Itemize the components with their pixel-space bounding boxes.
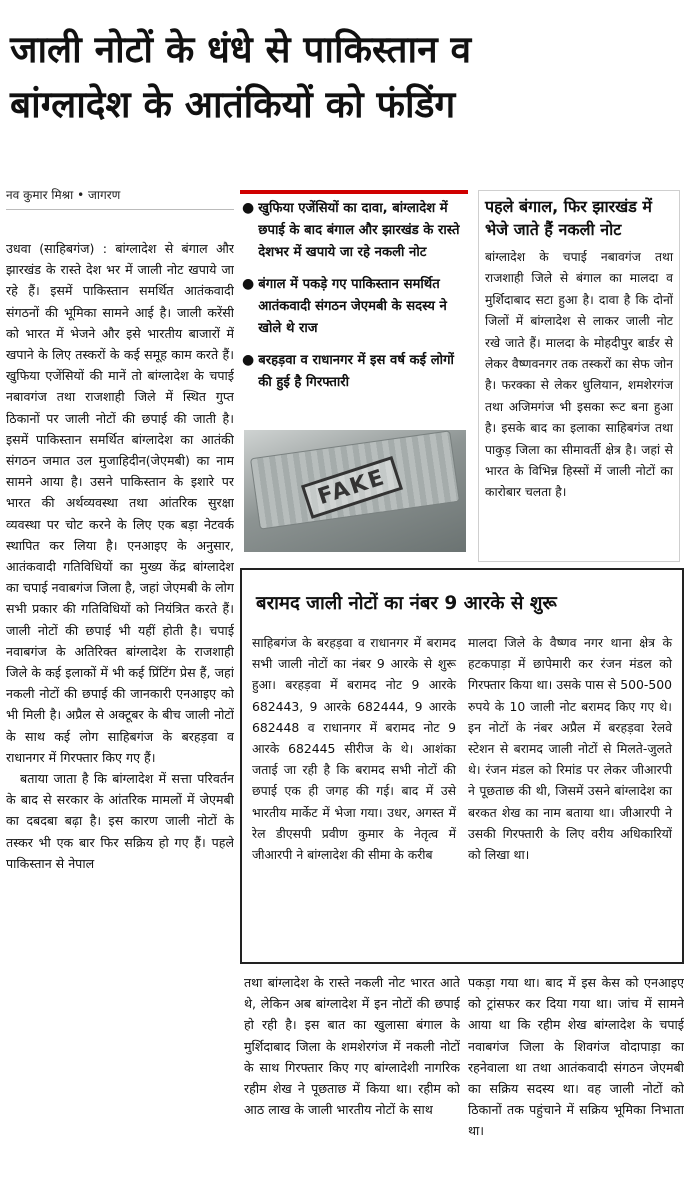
- sidebar-box: [478, 190, 680, 562]
- byline: नव कुमार मिश्रा • जागरण: [6, 186, 234, 210]
- highlights-box: [240, 190, 468, 556]
- article-column-2: तथा बांग्लादेश के रास्ते नकली नोट भारत आते थे, लेकिन अब बांग्लादेश में इन नोटों की छपाई हो रही है। इस बात का खुलासा बंगाल के मुर्शिदाबाद जिला के शमशेरगंज में नकली नोटों के साथ गिरफ्तार किए गए बांग्लादेशी नागरिक रहीम शेख ने पूछताछ में किया था। रहीम को आठ लाख के जाली भारतीय नोटों के साथ: [244, 975, 460, 1118]
- highlight-item: [242, 350, 466, 394]
- headline-line-2: बांग्लादेश के आतंकियों को फंडिंग: [10, 83, 456, 126]
- sidebar-box-body: बांग्लादेश के चपाई नबावगंज तथा राजशाही जिले से बंगाल का मालदा व मुर्शिदाबाद सटा हुआ है। दावा है कि दोनों जिलों में बांग्लादेश से लाकर जाली नोट रखे जाते हैं। मालदा के मोहदीपुर बार्डर से लेकर वैष्णवनगर तक तस्करों का सेफ जोन है। फरक्का से लेकर धुलियान, शमशेरगंज तथा अजिमगंज भी इसका रूट बना हुआ है। इसके बाद का इलाका साहिबगंज तथा पाकुड़ जिला का सीमावर्ती क्षेत्र है। जहां से भारत के विभिन्न हिस्सों में जाली नोटों का कारोबार चलता है।: [485, 250, 673, 500]
- highlight-text: बंगाल में पकड़े गए पाकिस्तान समर्थित आतंकवादी संगठन जेएमबी के सदस्य ने खोले थे राज: [258, 277, 447, 336]
- headline-line-1: जाली नोटों के धंधे से पाकिस्तान व: [10, 28, 472, 71]
- recovered-notes-title: बरामद जाली नोटों का नंबर 9 आरके से शुरू: [256, 593, 557, 614]
- bullet-icon: ●: [242, 200, 255, 216]
- highlight-item: [242, 198, 466, 264]
- article-paragraph: बताया जाता है कि बांग्लादेश में सत्ता परिवर्तन के बाद से सरकार के आंतरिक मामलों में जेएमबी का दबदबा बढ़ा है। इस कारण जाली नोटों के तस्कर भी एक बार फिर सक्रिय हो गए हैं। पहले पाकिस्तान से नेपाल: [6, 771, 234, 871]
- bullet-icon: ●: [242, 352, 255, 368]
- sidebar-box-title: पहले बंगाल, फिर झारखंड में भेजे जाते हैं नकली नोट: [485, 197, 652, 239]
- article-paragraph: उधवा (साहिबगंज) : बांग्लादेश से बंगाल और झारखंड के रास्ते देश भर में जाली नोट खपाये जा रहे हैं। इसमें पाकिस्तान समर्थित आतंकवादी संगठनों की भूमिका सामने आई है। जाली करेंसी को भारत में भेजने और इसे भारतीय बाजारों में खपाने के लिए तस्करों के कई समूह काम करते हैं। खुफिया एजेंसियों की मानें तो बांग्लादेश के चपाई नबावगंज तथा राजशाही जिले में स्थित गुप्त ठिकानों पर जाली नोटों की छपाई की जाती है। इसमें पाकिस्तान समर्थित बांग्लादेश का आतंकी संगठन जमात उल मुजाहिदीन(जेएमबी) का नाम सामने आया है। उसने पाकिस्तान के इशारे पर भारत की अर्थव्यवस्था तथा आंतरिक सुरक्षा व्यवस्था पर चोट करने के लिए एक बड़ा नेटवर्क स्थापित कर लिया है। एनआइए के अनुसार, आतंकवादी गतिविधियों का मुख्य केंद्र बांग्लादेश का चपाई नवाबगंज जिला है, जहां जेएमबी के लोग सभी प्रकार की गतिविधियों को नियंत्रित करते हैं। जाली नोटों की छपाई भी यहीं होती है। चपाई नवाबगंज के अतिरिक्त बांग्लादेश के राजशाही जिले के कई इलाकों में भी कई प्रिंटिंग प्रेस हैं, जहां नकली नोटों की छपाई की जानकारी एनआइए को भी मिली है। अप्रैल से अक्टूबर के बीच जाली नोटों के साथ कई लोग साहिबगंज के बरहड़वा व राधानगर में गिरफ्तार किए गए हैं।: [6, 241, 234, 765]
- fake-note-image: [244, 430, 466, 552]
- headline: [10, 22, 680, 132]
- recovered-notes-right-column: मालदा जिले के वैष्णव नगर थाना क्षेत्र के हटकपाड़ा में छापेमारी कर रंजन मंडल को गिरफ्तार किया था। उसके पास से 500-500 रुपये के 10 जाली नोट बरामद किए गए थे। इन नोटों के नंबर अप्रैल में बरहड़वा रेलवे स्टेशन से बरामद जाली नोटों से मिलते-जुलते थे। रंजन मंडल को रिमांड पर लेकर जीआरपी ने पूछताछ की थी, जिसमें उसने बांग्लादेश का बरकत शेख का नाम बताया था। जीआरपी ने उसकी गिरफ्तारी के लिए वरीय अधिकारियों को लिखा था।: [468, 635, 672, 863]
- article-column-3: पकड़ा गया था। बाद में इस केस को एनआइए को ट्रांसफर कर दिया गया था। जांच में सामने आया था कि रहीम शेख बांग्लादेश के चपाई नवाबगंज जिला के शिवगंज वोदापाड़ा का रहनेवाला था तथा आतंकवादी संगठन जेएमबी का सक्रिय सदस्य था। वह जाली नोटों को ठिकानों तक पहुंचाने में सक्रिय भूमिका निभाता था।: [468, 975, 684, 1139]
- recovered-notes-box: [240, 568, 684, 964]
- highlight-item: [242, 274, 466, 340]
- article-column-1: [6, 238, 234, 1198]
- recovered-notes-left-column: साहिबगंज के बरहड़वा व राधानगर में बरामद सभी जाली नोटों का नंबर 9 आरके से शुरू हुआ। बरहड़वा में बरामद नोट 9 आरके 682443, 9 आरके 682444, 9 आरके 682448 व राधानगर में बरामद नोट 9 आरके 682445 सीरीज के थे। आशंका जताई जा रही है कि बरामद सभी नोटों की छपाई एक ही जगह की गई। बाद में उसे भारतीय मार्केट में भेजा गया। उधर, अगस्त में रेल डीएसपी प्रवीण कुमार के नेतृत्व में जीआरपी ने बांग्लादेश की सीमा के करीब: [252, 635, 456, 863]
- highlight-text: बरहड़वा व राधानगर में इस वर्ष कई लोगों की हुई है गिरफ्तारी: [258, 353, 454, 390]
- bullet-icon: ●: [242, 276, 255, 292]
- highlight-text: खुफिया एजेंसियों का दावा, बांग्लादेश में छपाई के बाद बंगाल और झारखंड के रास्ते देशभर में खपाये जा रहे नकली नोट: [258, 201, 460, 260]
- fake-stamp: FAKE: [301, 456, 403, 519]
